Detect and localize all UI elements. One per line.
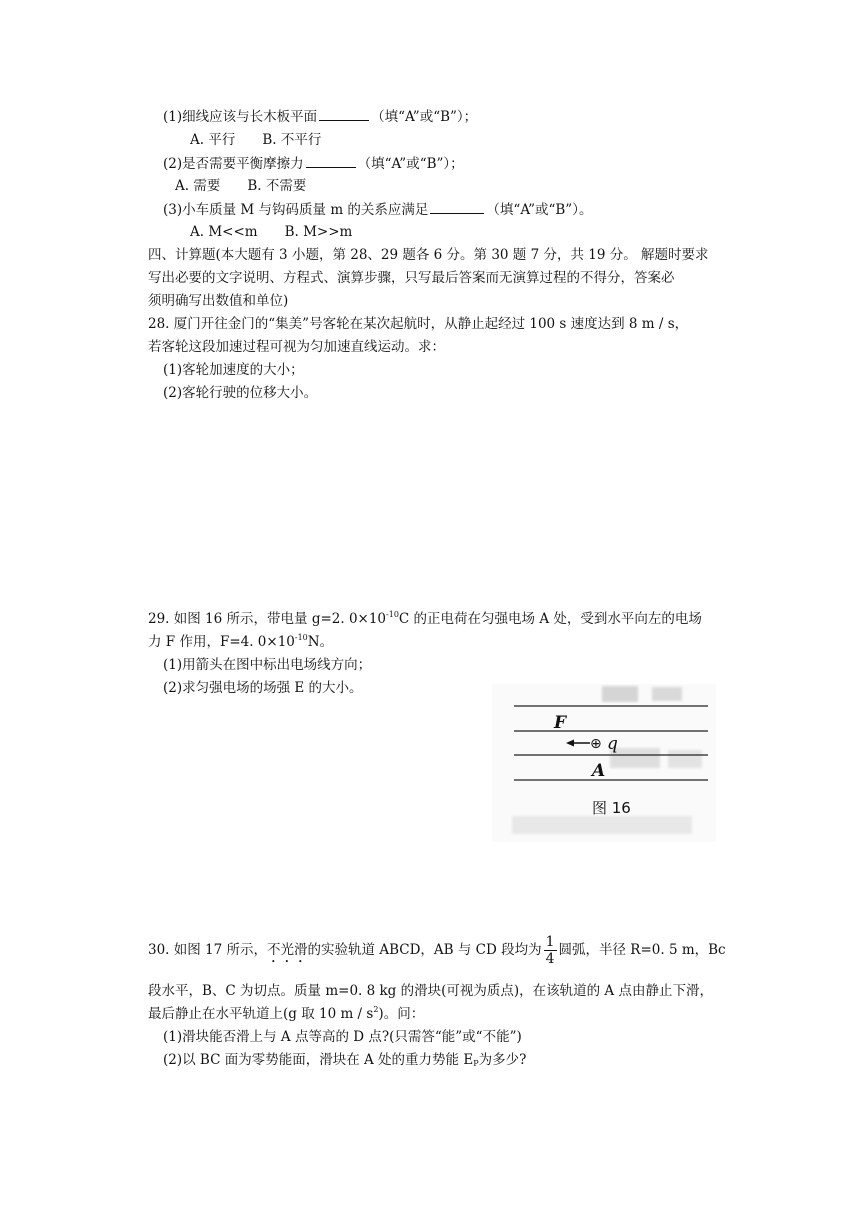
- section4-line1: 四、计算题(本大题有 3 小题，第 28、29 题各 6 分。第 30 题 7 分，共 19 分。 解题时要求: [148, 247, 709, 263]
- q27-part3-hint: （填“A”或“B”）。: [486, 202, 593, 218]
- q30-part2-rest: 为多少?: [478, 1052, 527, 1068]
- q29-exponent-2: -10: [294, 633, 308, 642]
- fraction-numerator: 1: [545, 934, 555, 950]
- q27-part1-hint: （填“A”或“B”）；: [371, 109, 478, 125]
- q30-part2-text: (2)以 BC 面为零势能面，滑块在 A 处的重力势能 E: [163, 1052, 474, 1068]
- q30-part1: (1)滑块能否滑上与 A 点等高的 D 点?(只需答“能”或“不能”): [163, 1029, 522, 1045]
- q28-part1: (1)客轮加速度的大小；: [163, 362, 304, 378]
- q30-line1-mid: 的实验轨道 ABCD，AB 与 CD 段均为: [307, 942, 542, 958]
- q28-part2: (2)客轮行驶的位移大小。: [163, 385, 318, 401]
- q30-subscript: P: [473, 1059, 479, 1068]
- label-A: A: [592, 761, 606, 781]
- q30-line1-rest: 圆弧，半径 R=0. 5 m，Bc: [558, 942, 726, 958]
- q29-exponent-1: -10: [386, 610, 399, 619]
- figure-caption: 图 16: [592, 799, 631, 817]
- section4-line2: 写出必要的文字说明、方程式、演算步骤，只写最后答案而无演算过程的不得分，答案必: [148, 270, 675, 286]
- q29-part2: (2)求匀强电场的场强 E 的大小。: [163, 680, 363, 696]
- q29-line1: [148, 609, 702, 629]
- q27-part1-text: (1)细线应该与长木板平面: [163, 109, 318, 125]
- q29-line2-rest: N。: [307, 634, 334, 650]
- q27-part2: [163, 153, 464, 174]
- q28-line1: 28. 厦门开往金门的“集美”号客轮在某次起航时，从静止起经过 100 s 速度达到 8 m / s，: [148, 316, 689, 332]
- q27-part2-hint: （填“A”或“B”）；: [357, 156, 464, 172]
- q30-line1-text: 30. 如图 17 所示，: [148, 942, 268, 958]
- q27-part1-options: A. 平行 B. 不平行: [190, 132, 322, 148]
- fraction-denominator: 4: [545, 951, 555, 967]
- q30-emphasis: 不光滑: [267, 942, 308, 958]
- section4-line3: 须明确写出数值和单位): [148, 293, 289, 309]
- q27-part2-text: (2)是否需要平衡摩擦力: [163, 156, 304, 172]
- q30-line3-text: 最后静止在水平轨道上(g 取 10 m / s: [148, 1006, 374, 1022]
- q28-line2: 若客轮这段加速过程可视为匀加速直线运动。求：: [148, 339, 445, 355]
- q29-line2-text: 力 F 作用，F=4. 0×10: [148, 634, 295, 650]
- label-F: F: [554, 713, 567, 733]
- label-q: q: [607, 734, 618, 754]
- fraction-one-quarter: [544, 934, 557, 967]
- answer-blank-2[interactable]: [306, 153, 356, 168]
- q30-line3-rest: )。问：: [378, 1006, 425, 1022]
- q30-line2: 段水平，B、C 为切点。质量 m=0. 8 kg 的滑块(可视为质点)，在该轨道的 A 点由静止下滑，: [148, 983, 713, 999]
- figure-16: [492, 684, 716, 842]
- q27-part3: [163, 199, 592, 220]
- q30-exponent: 2: [373, 1005, 379, 1014]
- positive-charge-icon: ⊕: [590, 736, 602, 752]
- q27-part3-options: A. M<<m B. M>>m: [190, 224, 353, 240]
- q29-line1-text: 29. 如图 16 所示，带电量 g=2. 0×10: [148, 611, 387, 627]
- q30-part2: [163, 1050, 526, 1070]
- q29-part1: (1)用箭头在图中标出电场线方向；: [163, 657, 372, 673]
- answer-blank-3[interactable]: [430, 199, 484, 214]
- q30-line1: [148, 934, 726, 967]
- q29-line1-rest: C 的正电荷在匀强电场 A 处，受到水平向左的电场: [398, 611, 702, 627]
- q29-line2: [148, 632, 333, 652]
- q27-part2-options: A. 需要 B. 不需要: [175, 178, 307, 194]
- answer-blank-1[interactable]: [319, 106, 369, 121]
- q27-part1: [163, 106, 477, 127]
- q30-line3: [148, 1004, 424, 1024]
- q27-part3-text: (3)小车质量 M 与钩码质量 m 的关系应满足: [163, 202, 429, 218]
